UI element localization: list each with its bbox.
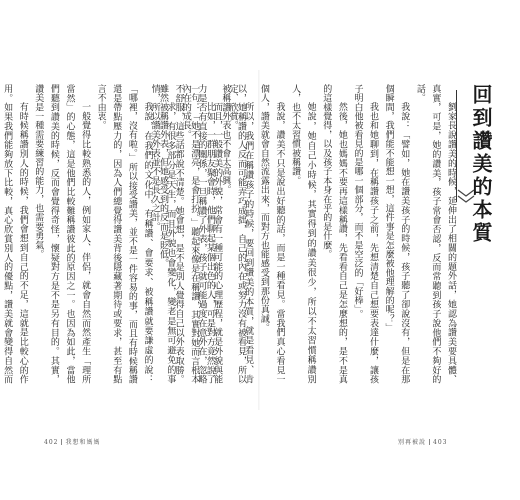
section-title: 回到讚美的本質	[469, 84, 493, 245]
left-paragraph: 以，她稱讚的人反而可能弄巧成拙，自己的內在或努力沒有被看見，所以被稱讚外表也不會太高興。	[220, 84, 246, 384]
folio-divider	[429, 439, 430, 445]
page-number: 402	[44, 439, 59, 446]
right-paragraph: 我說，讚美不只是說出好聽的話，而是一種看見。當我們真心看見一個人，讚美就會自然流露出來，而對方也能感受到那份真誠。	[258, 84, 285, 384]
right-paragraph: 我說：「譬如，她在讚美孩子的時候，孩子聽了卻說沒有，但是在那個瞬間，我們能不能想一想，這件事是怎麼被他理解的呢？」	[383, 84, 410, 384]
title-rule	[456, 90, 457, 202]
running-title: 我想和媽媽	[65, 439, 101, 446]
running-title: 別再被說	[398, 439, 427, 446]
chevron-down-icon	[456, 188, 476, 204]
left-paragraph: 有時候稱讚別人的時候，我們會想到自己的不足，這就是比較心的作用。如果我們能夠放下比較，真心欣賞別人的優點，讚美就會變得自然而	[2, 84, 28, 384]
page-number: 403	[433, 439, 448, 446]
folio-divider	[61, 439, 62, 445]
right-paragraph: 所以，我們在稱讚孩子的時候，要回到讚美的本質，就是看見、肯定、欣賞。	[227, 84, 254, 384]
right-paragraph: 她說，她自己小時候，其實得到的讚美很少，所以不太習慣稱讚別人，也不太習慣被稱讚。	[290, 84, 316, 384]
left-folio	[44, 437, 100, 446]
right-paragraph: 然後，她也媽媽不要再這樣稱讚，先看看自己是怎麼想的，是不是真的這樣覺得，以及孩子本身在乎的是什麼。	[321, 84, 347, 384]
section-heading	[452, 84, 498, 264]
right-paragraph: 而且，一般讚美的外貌，常會有一種可能的心理歷程，就是外貌與能力是否有直接的關係，一旦稱讚了外表，孩子就可能過度在意外在，忽略內在的成長。	[180, 84, 223, 384]
left-paragraph: 我說，在我們的文化中，有稱讚、會要求、被稱讚就要謙虛的說：「哪裡，沒有啦。」所以接受讚美，並不是一件容易的事，而且有時候稱讚還是帶點壓力的，因為人們總覺得讚美背後隱藏著期待或要求，甚至有點言不由衷。	[95, 84, 153, 384]
left-paragraph: 一般覺得比較熟悉的人，例如家人、伴侶，就會自然而然產生「理所當然」的心態，這是他們比較難稱讚彼此的原因之一。也因為如此，當他們聽到讚美的時候，反而會覺得奇怪，懷疑對方是不是另有目的。其實，讚美是一種需要練習的能力，也需要勇氣。	[33, 84, 91, 384]
right-paragraph: 我也和她聊到，在稱讚孩子之前，先想清楚自己想要表達什麼，讓孩子明白他被看見的是哪一個部分，而不是空泛的「好棒」。	[352, 84, 379, 384]
right-paragraph: 劉家長說讚美的時候，延伸出了相關的題外話，她認為讚美要具體、真實，可是，她的讚美，孩子常會否認，反而常聽到孩子說他們不夠好的話。	[414, 84, 456, 384]
left-paragraph: 比如，一群朋友聚會時，他們聊起某個出色的人，可是對方竟然說了一句：「她不是漂亮，是會打扮。」聽起來像是在稱讚，其實對她而言根本不舒服，這些話都說不清楚。她會想，是不是別人覺得自己以外表取勝。雖然被稱讚外表，但她感受到的反而是貶低。	[158, 84, 215, 384]
right-folio	[398, 437, 447, 446]
right-paragraph: 求，有很多部分是天生，而且外貌也會變化，變老是無可避免的事情，所以讚美外表並不是長久之計。	[149, 84, 176, 384]
